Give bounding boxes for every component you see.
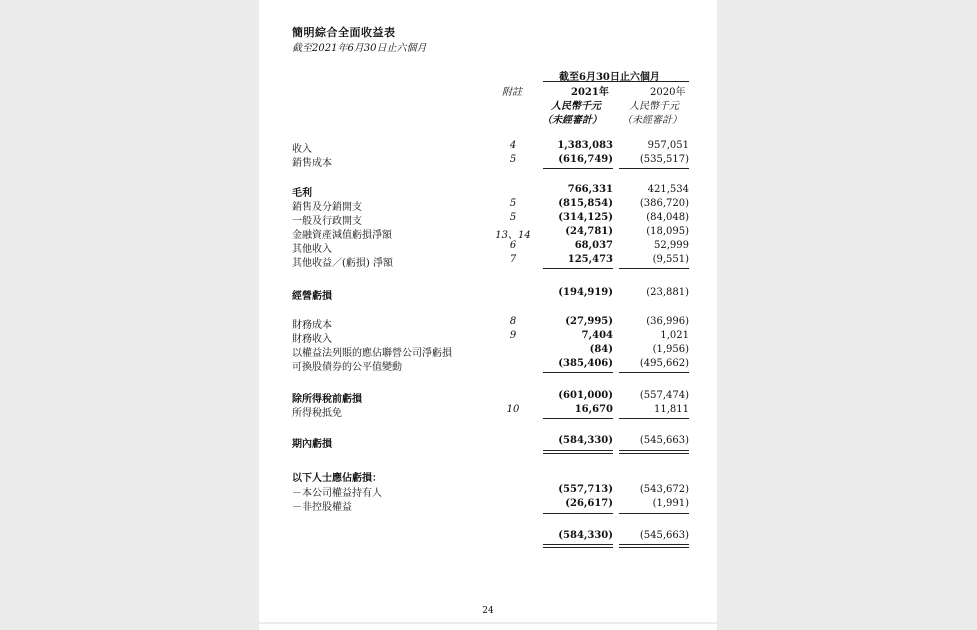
subtotal-rule <box>619 418 689 419</box>
row-label: 收入 <box>292 144 312 155</box>
row-label: 財務收入 <box>292 334 332 345</box>
row-note: 5 <box>509 198 517 209</box>
period-header-rule <box>543 81 689 82</box>
row-label: 期內虧損 <box>292 439 332 450</box>
row-label: 銷售及分銷開支 <box>292 202 362 213</box>
value-2020: (545,663) <box>639 530 689 541</box>
table-row <box>259 330 717 344</box>
value-2021: 16,670 <box>574 404 613 415</box>
audit-2020-header: （未經審計） <box>622 115 682 126</box>
row-note: 13、14 <box>495 230 531 241</box>
row-label: 財務成本 <box>292 320 332 331</box>
row-note: 6 <box>509 240 517 251</box>
subtotal-rule <box>543 268 613 269</box>
value-2020: (9,551) <box>652 254 689 265</box>
table-row <box>259 226 717 240</box>
currency-2020-header: 人民幣千元 <box>629 101 679 112</box>
year-2020-header: 2020年 <box>650 87 686 98</box>
value-2021: (601,000) <box>558 390 613 401</box>
value-2020: 421,534 <box>647 184 689 195</box>
value-2020: (36,996) <box>646 316 689 327</box>
value-2020: (557,474) <box>639 390 689 401</box>
audit-2021-header: （未經審計） <box>542 115 602 126</box>
value-2021: 125,473 <box>567 254 613 265</box>
row-note: 8 <box>509 316 517 327</box>
value-2020: (18,095) <box>646 226 689 237</box>
value-2020: (495,662) <box>639 358 689 369</box>
row-label: 一般及行政開支 <box>292 216 362 227</box>
period-header: 截至6月30日止六個月 <box>559 72 660 83</box>
table-row <box>259 240 717 254</box>
subtotal-rule <box>543 168 613 169</box>
row-note: 9 <box>509 330 517 341</box>
table-row <box>259 254 717 268</box>
value-2021: (815,854) <box>558 198 613 209</box>
total-double-rule <box>619 544 689 548</box>
table-row <box>259 404 717 418</box>
row-label: 所得稅抵免 <box>292 408 342 419</box>
table-row <box>259 390 717 404</box>
table-row <box>259 316 717 330</box>
subtotal-rule <box>543 513 613 514</box>
value-2021: (314,125) <box>558 212 613 223</box>
row-label: 其他收入 <box>292 244 332 255</box>
table-row <box>259 469 717 483</box>
document-page <box>259 0 717 622</box>
row-label: 可換股債券的公平值變動 <box>292 362 402 373</box>
subtotal-rule <box>619 372 689 373</box>
value-2021: 1,383,083 <box>557 140 613 151</box>
value-2021: (84) <box>589 344 613 355</box>
row-label: －非控股權益 <box>292 502 352 513</box>
value-2020: (1,991) <box>652 498 689 509</box>
statement-title: 簡明綜合全面收益表 <box>292 26 396 39</box>
table-row <box>259 358 717 372</box>
subtotal-rule <box>619 268 689 269</box>
row-label: 經營虧損 <box>292 291 332 302</box>
value-2020: (535,517) <box>639 154 689 165</box>
value-2021: (557,713) <box>558 484 613 495</box>
value-2021: (584,330) <box>558 435 613 446</box>
value-2020: 957,051 <box>647 140 689 151</box>
currency-2021-header: 人民幣千元 <box>551 101 601 112</box>
page-number: 24 <box>482 606 494 616</box>
value-2021: (27,995) <box>565 316 613 327</box>
subtotal-rule <box>543 372 613 373</box>
total-double-rule <box>543 450 613 454</box>
row-note: 10 <box>506 404 520 415</box>
value-2021: (24,781) <box>565 226 613 237</box>
row-label: 金融資產減值虧損淨額 <box>292 230 392 241</box>
value-2021: (194,919) <box>558 287 613 298</box>
value-2021: 766,331 <box>567 184 613 195</box>
table-row <box>259 198 717 212</box>
subtotal-rule <box>619 513 689 514</box>
table-row <box>259 212 717 226</box>
value-2021: (584,330) <box>558 530 613 541</box>
table-row <box>259 184 717 198</box>
year-2021-header: 2021年 <box>571 87 609 98</box>
table-row <box>259 344 717 358</box>
value-2020: (1,956) <box>652 344 689 355</box>
value-2020: (84,048) <box>646 212 689 223</box>
value-2020: (545,663) <box>639 435 689 446</box>
table-row <box>259 140 717 154</box>
row-label: 以下人士應佔虧損： <box>292 473 382 484</box>
note-column-header: 附註 <box>502 87 522 98</box>
row-label: 毛利 <box>292 188 312 199</box>
total-double-rule <box>543 544 613 548</box>
table-row <box>259 287 717 301</box>
value-2021: 7,404 <box>581 330 613 341</box>
value-2020: 52,999 <box>654 240 689 251</box>
subtotal-rule <box>619 168 689 169</box>
row-label: 其他收益／(虧損) 淨額 <box>292 258 393 269</box>
table-row <box>259 435 717 449</box>
row-label: 除所得稅前虧損 <box>292 394 362 405</box>
row-label: 銷售成本 <box>292 158 332 169</box>
value-2020: 1,021 <box>660 330 689 341</box>
row-note: 5 <box>509 154 517 165</box>
value-2021: 68,037 <box>574 240 613 251</box>
row-note: 5 <box>509 212 517 223</box>
table-row <box>259 498 717 512</box>
statement-subtitle: 截至2021年6月30日止六個月 <box>292 43 427 54</box>
value-2021: (616,749) <box>558 154 613 165</box>
value-2021: (26,617) <box>565 498 613 509</box>
value-2020: (543,672) <box>639 484 689 495</box>
row-note: 7 <box>509 254 517 265</box>
value-2020: (386,720) <box>639 198 689 209</box>
value-2021: (385,406) <box>558 358 613 369</box>
next-page-edge <box>259 624 717 630</box>
table-row <box>259 530 717 544</box>
row-note: 4 <box>509 140 517 151</box>
subtotal-rule <box>543 418 613 419</box>
value-2020: 11,811 <box>654 404 689 415</box>
total-double-rule <box>619 450 689 454</box>
value-2020: (23,881) <box>646 287 689 298</box>
table-row <box>259 484 717 498</box>
table-row <box>259 154 717 168</box>
row-label: 以權益法列賬的應佔聯營公司淨虧損 <box>292 348 452 359</box>
row-label: －本公司權益持有人 <box>292 488 382 499</box>
